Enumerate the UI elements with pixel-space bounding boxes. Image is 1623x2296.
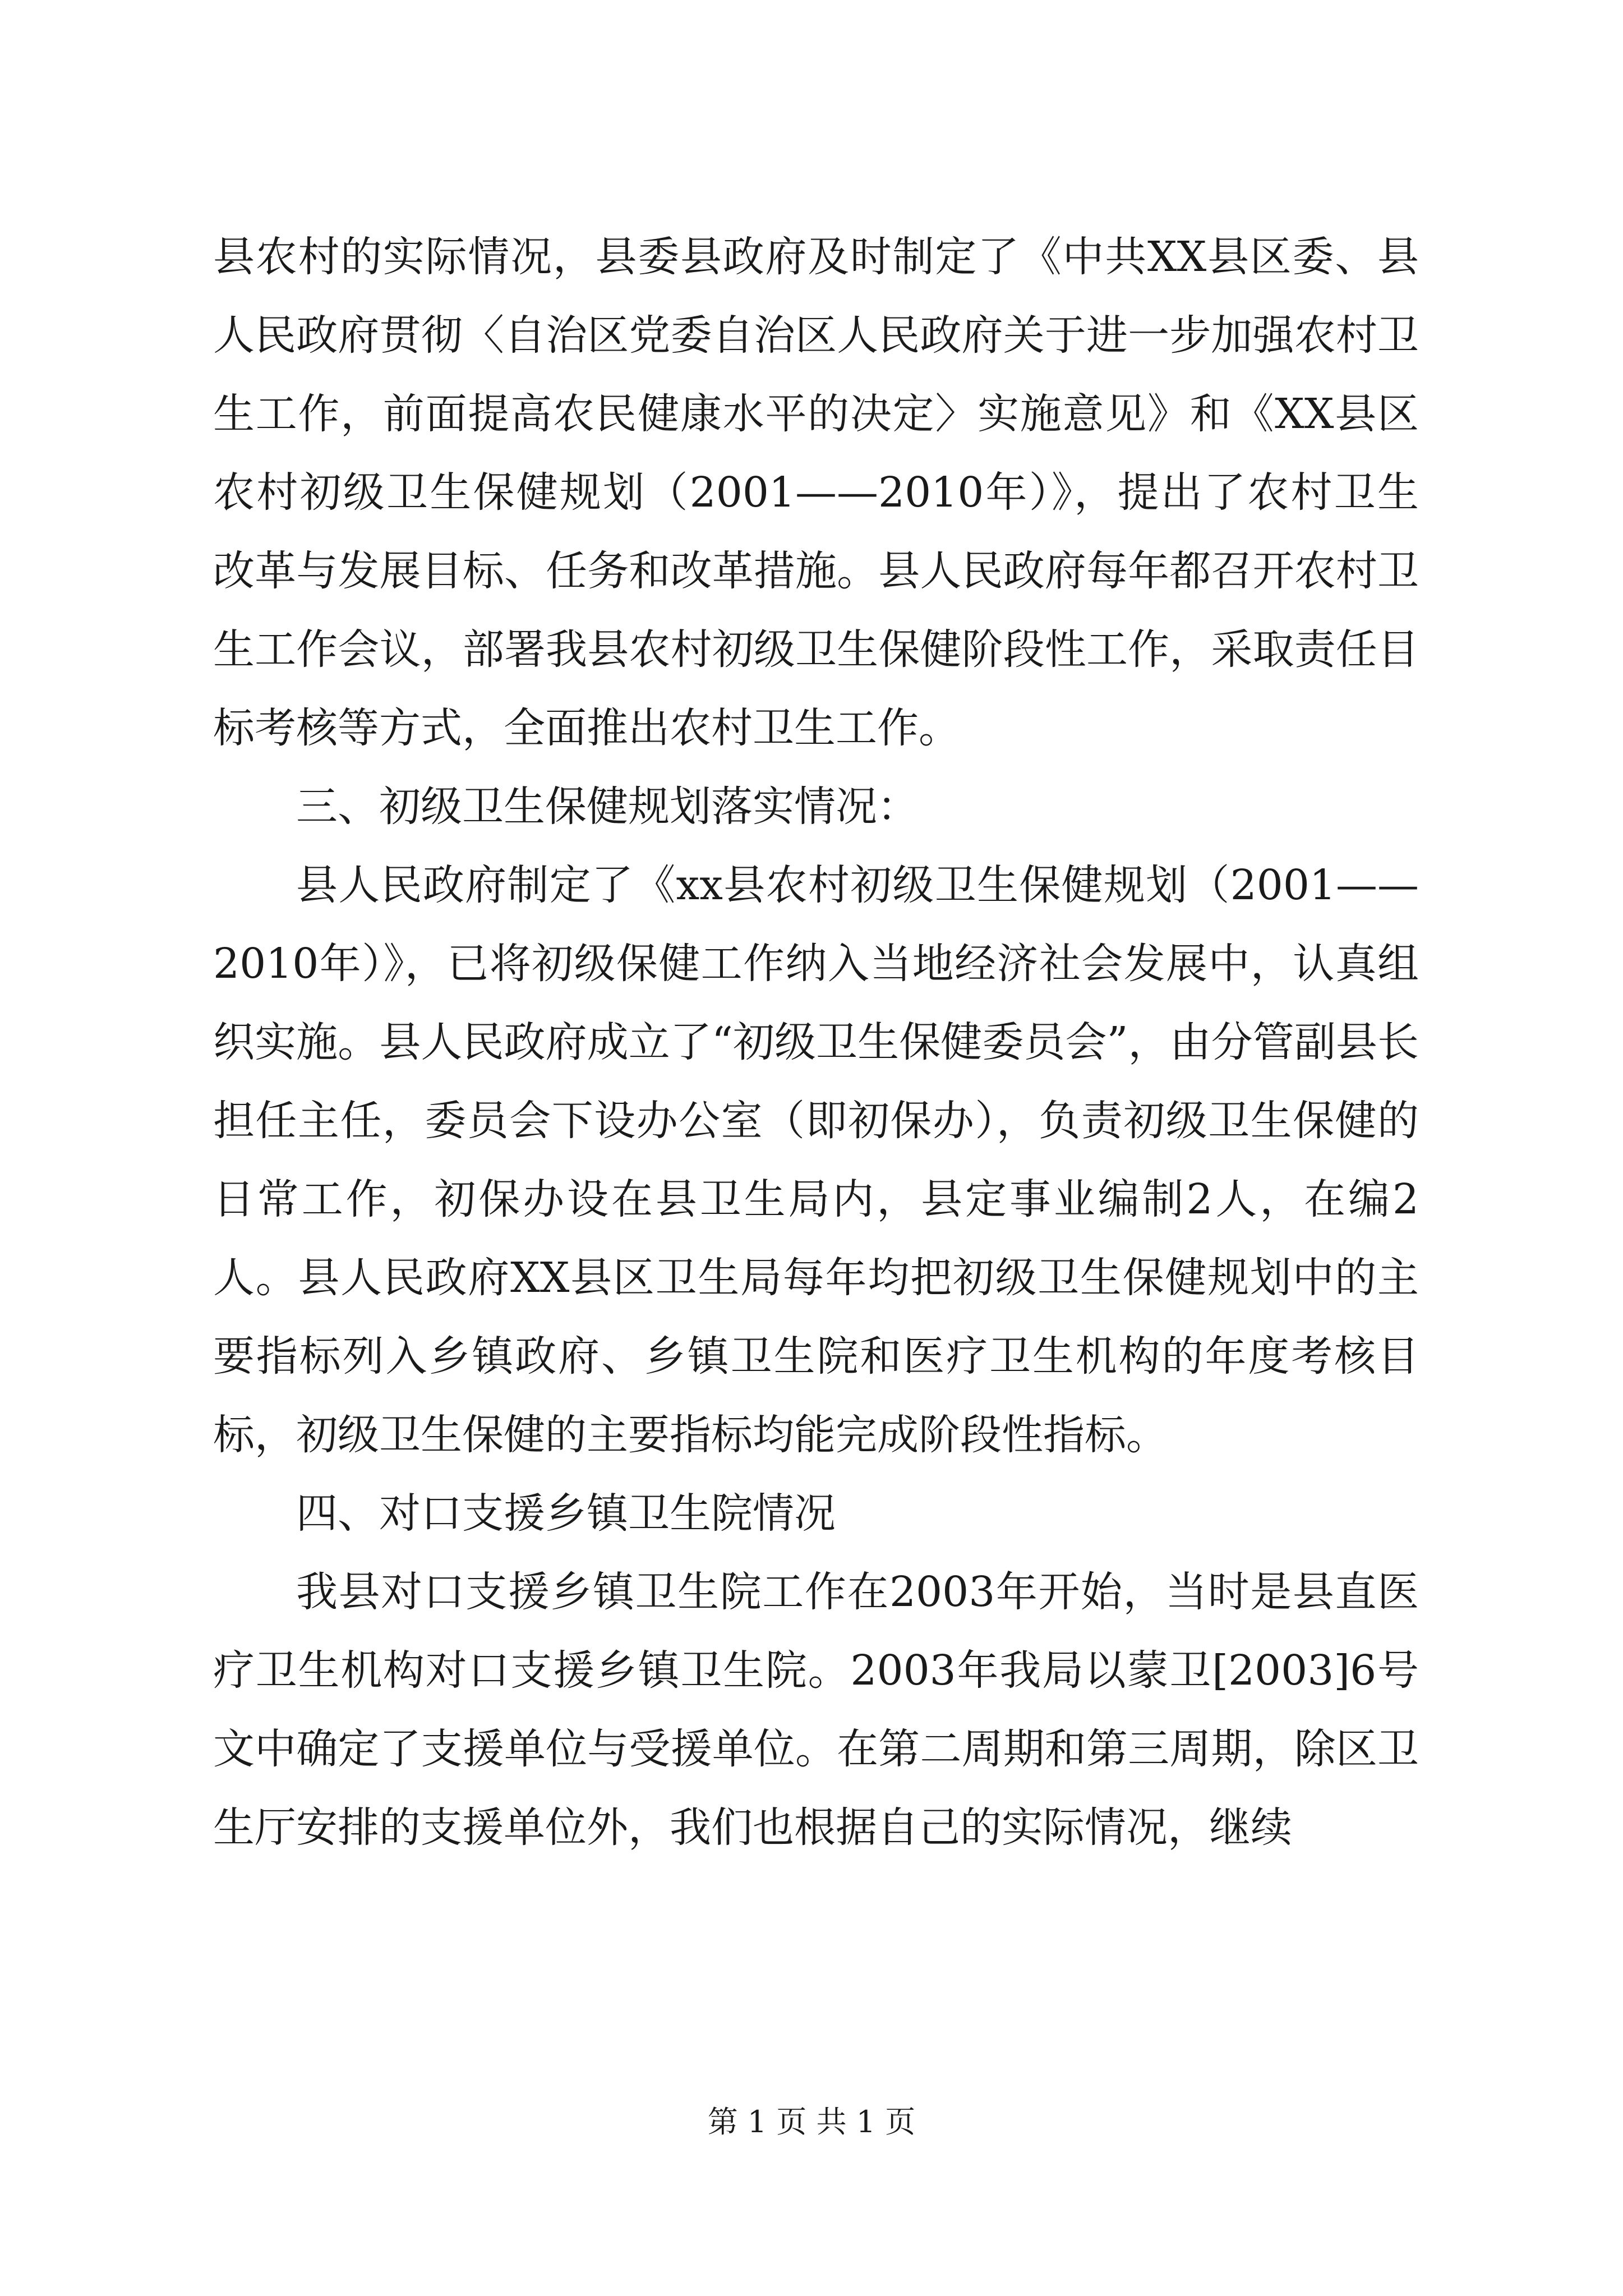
heading-section-three: 三、初级卫生保健规划落实情况： [296, 783, 919, 831]
paragraph-township-support: 我县对口支援乡镇卫生院工作在2003年开始，当时是县直医疗卫生机构对口支援乡镇卫生院。2003年我局以蒙卫[2003]6号文中确定了支援单位与受援单位。在第二周期和第三周期，除区卫生厅安排的支援单位外，我们也根据自己的实际情况，继续 [213, 1568, 1419, 1852]
page-footer: 第 1 页 共 1 页 [707, 2104, 916, 2139]
paragraph-primary-care-plan: 县人民政府制定了《xx县农村初级卫生保健规划（2001——2010年）》，已将初级保健工作纳入当地经济社会发展中，认真组织实施。县人民政府成立了“初级卫生保健委员会”，由分管副县长担任主任，委员会下设办公室（即初保办），负责初级卫生保健的日常工作，初保办设在县卫生局内，县定事业编制2人，在编2人。县人民政府XX县区卫生局每年均把初级卫生保健规划中的主要指标列入乡镇政府、乡镇卫生院和医疗卫生机构的年度考核目标，初级卫生保健的主要指标均能完成阶段性指标。 [213, 861, 1419, 1459]
heading-section-four: 四、对口支援乡镇卫生院情况 [296, 1489, 836, 1538]
paragraph-rural-health-policy: 县农村的实际情况，县委县政府及时制定了《中共XX县区委、县人民政府贯彻〈自治区党委自治区人民政府关于进一步加强农村卫生工作，前面提高农民健康水平的决定〉实施意见》和《XX县区农村初级卫生保健规划（2001——2010年）》，提出了农村卫生改革与发展目标、任务和改革措施。县人民政府每年都召开农村卫生工作会议，部署我县农村初级卫生保健阶段性工作，采取责任目标考核等方式，全面推出农村卫生工作。 [213, 233, 1419, 752]
document-body [213, 218, 1419, 1867]
